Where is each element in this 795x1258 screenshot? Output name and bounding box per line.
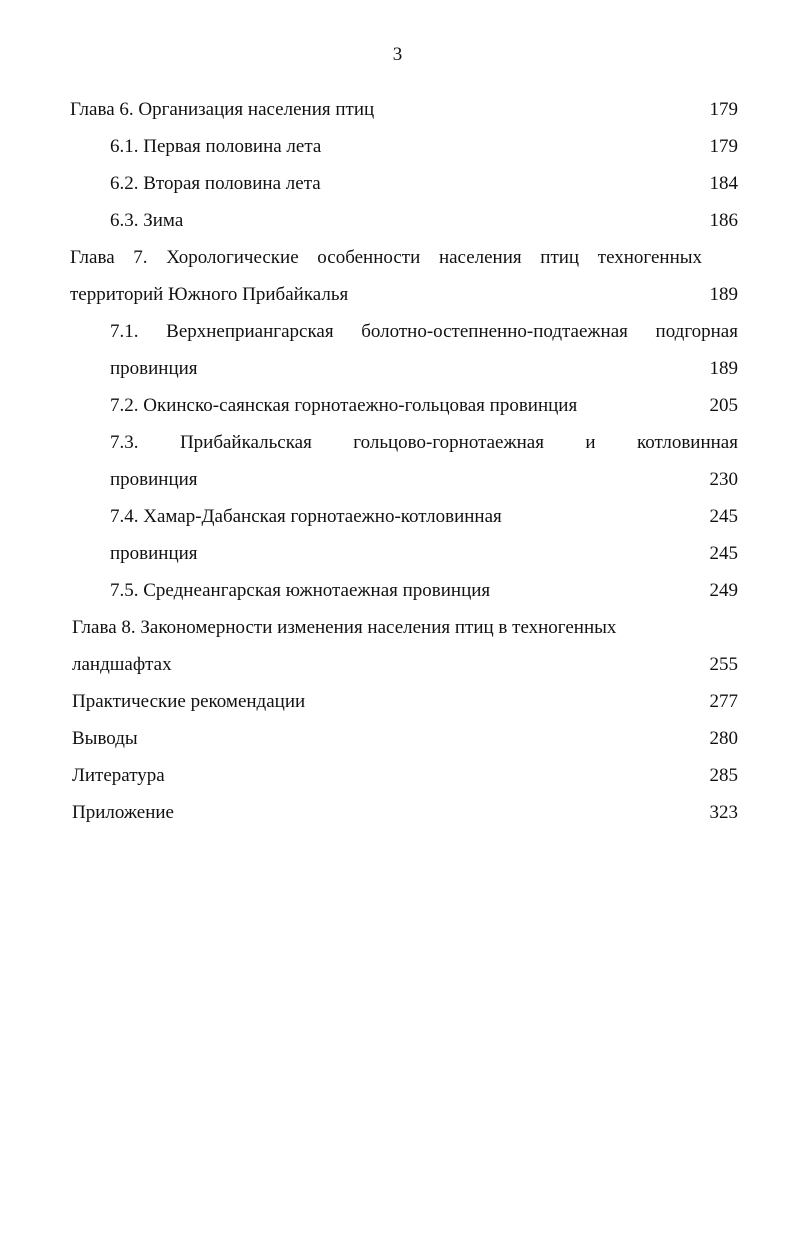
word: болотно-остепненно-подтаежная: [361, 321, 628, 342]
toc-entry-7-2-title: 7.2. Окинско-саянская горнотаежно-гольцовая провинция: [110, 395, 578, 416]
toc-entry-6-3-title: 6.3. Зима: [110, 210, 184, 231]
word: и: [585, 432, 596, 453]
toc-entry-7-4-title: 7.4. Хамар-Дабанская горнотаежно-котловинная: [110, 506, 502, 527]
toc-entry-7-5-page: 249: [709, 580, 738, 601]
toc-entry-6-1-page: 179: [709, 136, 738, 157]
toc-entry-chapter-6-page: 179: [709, 99, 738, 120]
word: техногенных: [597, 247, 702, 268]
toc-entry-chapter-7-line-2: территорий Южного Прибайкалья: [70, 284, 349, 305]
page-number: 3: [392, 44, 403, 65]
word: населения: [438, 247, 522, 268]
toc-entry-7-1-line-2: провинция: [110, 358, 198, 379]
toc-entry-recommendations-page: 277: [709, 691, 738, 712]
toc-entry-7-2-page: 205: [709, 395, 738, 416]
toc-entry-appendix-page: 323: [709, 802, 738, 823]
toc-entry-7-3-page: 230: [709, 469, 738, 490]
toc-entry-7-4-page: 245: [709, 506, 738, 527]
toc-entry-recommendations-title: Практические рекомендации: [72, 691, 306, 712]
toc-entry-chapter-8-page: 255: [709, 654, 738, 675]
word: 7.3.: [110, 432, 139, 453]
toc-entry-6-2-title: 6.2. Вторая половина лета: [110, 173, 321, 194]
word: 7.: [133, 247, 148, 268]
word: 7.1.: [110, 321, 139, 342]
toc-entry-chapter-7-line-1: [70, 245, 702, 271]
toc-entry-6-1-title: 6.1. Первая половина лета: [110, 136, 322, 157]
toc-entry-literature-title: Литература: [72, 765, 165, 786]
word: подгорная: [655, 321, 738, 342]
toc-entry-6-3-page: 186: [709, 210, 738, 231]
toc-entry-7-3-line-2: провинция: [110, 469, 198, 490]
toc-entry-conclusions-page: 280: [709, 728, 738, 749]
toc-entry-chapter-6-title: Глава 6. Организация населения птиц: [70, 99, 375, 120]
word: птиц: [540, 247, 580, 268]
word: особенности: [317, 247, 421, 268]
word: Глава: [70, 247, 115, 268]
toc-entry-literature-page: 285: [709, 765, 738, 786]
toc-entry-6-2-page: 184: [709, 173, 738, 194]
toc-entry-7-1-page: 189: [709, 358, 738, 379]
toc-entry-7-5-title: 7.5. Среднеангарская южнотаежная провинция: [110, 580, 491, 601]
toc-entry-conclusions-title: Выводы: [72, 728, 138, 749]
word: гольцово-горнотаежная: [353, 432, 544, 453]
toc-entry-7-1-line-1: [110, 319, 738, 345]
word: Верхнеприангарская: [166, 321, 334, 342]
toc-entry-chapter-7-page: 189: [709, 284, 738, 305]
toc-entry-chapter-8-line-1: Глава 8. Закономерности изменения населения птиц в техногенных: [72, 617, 617, 638]
word: котловинная: [637, 432, 738, 453]
toc-entry-7-4-continuation-page: 245: [709, 543, 738, 564]
word: Прибайкальская: [179, 432, 312, 453]
toc-entry-7-3-line-1: [110, 430, 738, 456]
word: Хорологические: [166, 247, 299, 268]
toc-entry-appendix-title: Приложение: [72, 802, 174, 823]
toc-entry-chapter-8-line-2: ландшафтах: [72, 654, 172, 675]
toc-entry-7-4-continuation: провинция: [110, 543, 198, 564]
